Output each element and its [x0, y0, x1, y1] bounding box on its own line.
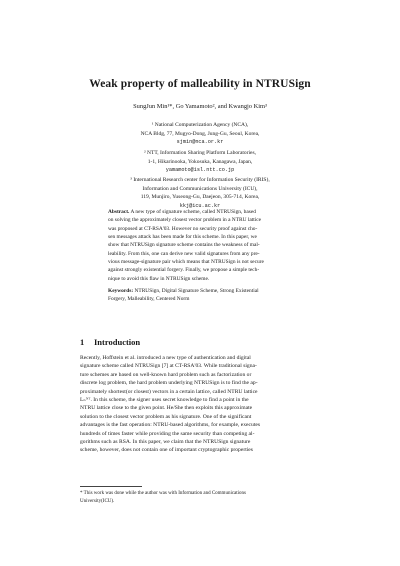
affiliation-line: ³ International Research center for Information Security (IRIS),	[130, 177, 270, 183]
affiliation-email: yamamoto@isl.ntt.co.jp	[165, 167, 235, 174]
abstract-line: against strongly existential forgery. Finally, we propose a simple tech-	[108, 267, 260, 274]
keywords	[108, 287, 298, 304]
abstract-line	[108, 208, 298, 216]
affiliation-1	[0, 121, 400, 147]
body-line: signature scheme called NTRUSign [7] at CT-RSA'03. While traditional signa-	[80, 363, 257, 370]
keywords-line: Forgery, Malleability, Centered Norm	[108, 296, 190, 303]
author-list: SungJun Min¹*, Go Yamamoto², and Kwangjo Kim³	[133, 103, 267, 110]
body-line: Recently, Hoffstein et al. introduced a new type of authentication and digital	[80, 355, 251, 361]
footnote-rule	[80, 486, 142, 487]
body-line: advantages is the fast operation: NTRU-based algorithms, for example, executes	[80, 422, 261, 429]
affiliation-line: ² NTT, Information Sharing Platform Laboratories,	[144, 150, 256, 156]
body-line: hundreds of times faster while providing the same security than competing al-	[80, 430, 255, 437]
abstract-line: was proposed at CT-RSA'03. However no security proof against cho-	[108, 225, 258, 232]
affiliation-line: Information and Communications University (ICU),	[142, 185, 258, 192]
abstract-line: vious message-signature pair which means that NTRUSign is not secure	[108, 259, 264, 266]
affiliation-email: sjmin@nca.or.kr	[176, 139, 224, 146]
intro-body	[80, 354, 320, 455]
keywords-text: NTRUSign, Digital Signature Scheme, Strong Existential	[134, 288, 259, 294]
body-line: scheme, however, does not contain one of important cryptographic properties	[80, 447, 253, 454]
affiliation-email: kkj@icu.ac.kr	[179, 202, 221, 209]
abstract-line: on solving the approximately closest vector problem in a NTRU lattice	[108, 217, 261, 224]
footnote-line: University(ICU).	[80, 498, 115, 504]
keywords-line	[108, 287, 298, 295]
body-line: discrete log problem, the hard problem underlying NTRUSign is to find the ap-	[80, 380, 258, 387]
section-title: Introduction	[94, 337, 141, 347]
abstract	[108, 208, 298, 283]
section-number: 1	[80, 337, 85, 347]
abstract-text: A new type of signature scheme, called NTRUSign, based	[130, 209, 256, 215]
footnote	[80, 490, 320, 505]
abstract-line: show that NTRUSign signature scheme contains the weakness of mal-	[108, 242, 260, 249]
footnote-line: * This work was done while the author was with Information and Communications	[80, 491, 246, 496]
affiliation-line: 119, Munjiro, Yuseong-Gu, Daejeon, 305-714, Korea,	[140, 194, 260, 201]
keywords-label: Keywords:	[108, 288, 134, 294]
paper-title: Weak property of malleability in NTRUSign	[89, 78, 311, 90]
body-line: Lₙᴺᵀ. In this scheme, the signer uses secret knowledge to find a point in the	[80, 397, 249, 404]
section-heading	[80, 337, 140, 347]
affiliation-line: 1-1, Hikarinooka, Yokosuka, Kanagawa, Japan,	[147, 158, 253, 165]
body-line: NTRU lattice close to the given point. He/She then exploits this approximate	[80, 405, 253, 412]
body-line: solution to the closest vector problem as his signature. One of the significant	[80, 413, 252, 420]
body-line: proximately shortest(or closest) vectors in a certain lattice, called NTRU lattice	[80, 388, 258, 395]
body-line: ture schemes are based on well-known hard problem such as factorization or	[80, 371, 252, 378]
abstract-line: sen messages attack has been made for this scheme. In this paper, we	[108, 234, 257, 241]
body-line: gorithms such as RSA. In this paper, we claim that the NTRUSign signature	[80, 439, 251, 446]
abstract-line: leability. From this, one can derive new valid signatures from any pre-	[108, 250, 260, 257]
abstract-label: Abstract.	[108, 209, 130, 215]
affiliation-2	[0, 149, 400, 175]
affiliation-line: ¹ National Computerization Agency (NCA),	[151, 122, 249, 128]
abstract-line: nique to avoid this flaw in NTRUSign scheme.	[108, 275, 210, 282]
affiliation-3	[0, 176, 400, 210]
affiliation-line: NCA Bldg, 77, Mugyo-Dong, Jung-Gu, Seoul, Korea,	[140, 130, 260, 137]
